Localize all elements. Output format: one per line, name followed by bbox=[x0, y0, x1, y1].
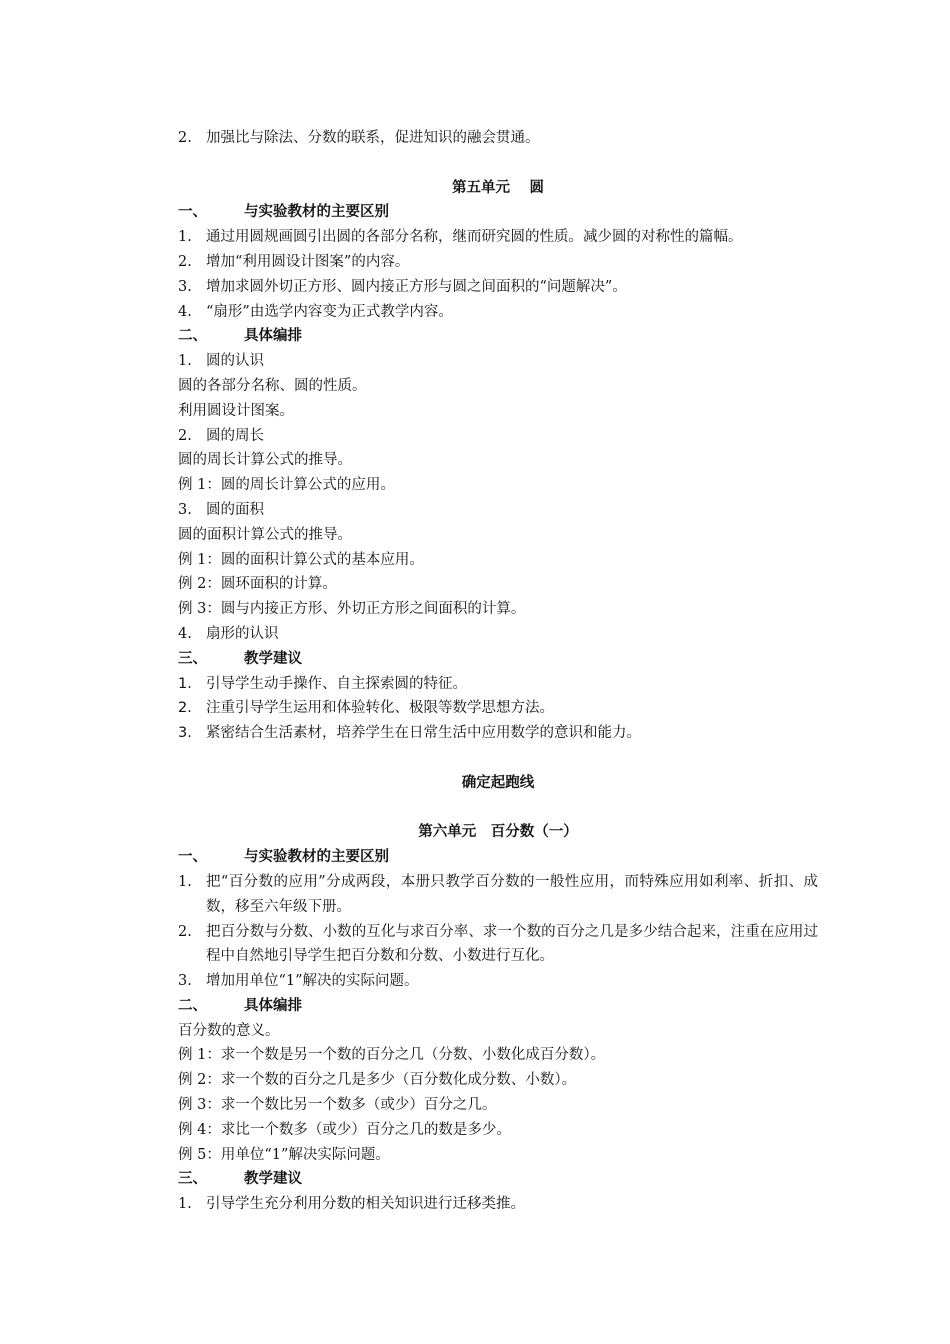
list-item bbox=[178, 870, 818, 920]
document-page bbox=[178, 126, 818, 1217]
item-text: 加强比与除法、分数的联系，促进知识的融会贯通。 bbox=[206, 130, 540, 146]
item-text: 注重引导学生运用和体验转化、极限等数学思想方法。 bbox=[206, 700, 554, 717]
item-text: 引导学生充分利用分数的相关知识进行迁移类推。 bbox=[206, 1196, 525, 1213]
section-number: 二、 bbox=[178, 997, 207, 1014]
section-number: 一、 bbox=[178, 849, 207, 866]
list-item bbox=[178, 275, 818, 300]
text-line: 例 4：求比一个数多（或少）百分之几的数是多少。 bbox=[178, 1121, 511, 1138]
text-line: 利用圆设计图案。 bbox=[178, 402, 294, 419]
item-text: 增加“利用圆设计图案”的内容。 bbox=[206, 253, 410, 270]
item-text: 把百分数与分数、小数的互化与求百分率、求一个数的百分之几是多少结合起来，注重在应用过程中自然地引导学生把百分数和分数、小数进行互化。 bbox=[206, 923, 818, 965]
section-number: 二、 bbox=[178, 328, 207, 345]
section-title: 与实验教材的主要区别 bbox=[244, 849, 389, 866]
section-title: 具体编排 bbox=[244, 997, 302, 1014]
item-text: 引导学生动手操作、自主探索圆的特征。 bbox=[206, 675, 467, 692]
item-number: 4. bbox=[178, 303, 192, 320]
item-text: 紧密结合生活素材，培养学生在日常生活中应用数学的意识和能力。 bbox=[206, 725, 641, 742]
text-line: 圆的各部分名称、圆的性质。 bbox=[178, 377, 367, 394]
text-line: 例 1：求一个数是另一个数的百分之几（分数、小数化成百分数）。 bbox=[178, 1047, 606, 1064]
list-item bbox=[178, 672, 818, 697]
item-number: 1. bbox=[178, 675, 192, 692]
list-item bbox=[178, 721, 818, 746]
section-title: 与实验教材的主要区别 bbox=[244, 204, 389, 221]
text-line: 百分数的意义。 bbox=[178, 1022, 280, 1039]
section-number: 三、 bbox=[178, 650, 207, 667]
list-item bbox=[178, 225, 818, 250]
text-line: 例 2：圆环面积的计算。 bbox=[178, 576, 337, 593]
item-number: 2. bbox=[178, 130, 192, 146]
list-item bbox=[178, 498, 818, 523]
item-text: 扇形的认识 bbox=[206, 625, 279, 642]
list-item bbox=[178, 349, 818, 374]
list-item bbox=[178, 969, 818, 994]
item-text: 圆的面积 bbox=[206, 501, 264, 518]
item-text: 圆的周长 bbox=[206, 427, 264, 444]
section-heading bbox=[178, 324, 818, 349]
item-number: 2. bbox=[178, 923, 192, 940]
text-line: 圆的周长计算公式的推导。 bbox=[178, 452, 352, 469]
item-text: 通过用圆规画圆引出圆的各部分名称，继而研究圆的性质。减少圆的对称性的篇幅。 bbox=[206, 229, 743, 246]
text-line: 例 1：圆的面积计算公式的基本应用。 bbox=[178, 551, 424, 568]
text-line: 圆的面积计算公式的推导。 bbox=[178, 526, 352, 543]
item-number: 2. bbox=[178, 427, 192, 444]
section-title: 教学建议 bbox=[244, 650, 302, 667]
section-title: 教学建议 bbox=[244, 1171, 302, 1188]
section-heading bbox=[178, 994, 818, 1019]
item-text: 增加求圆外切正方形、圆内接正方形与圆之间面积的“问题解决”。 bbox=[206, 278, 627, 295]
section-heading bbox=[178, 845, 818, 870]
item-number: 4. bbox=[178, 625, 192, 642]
list-item bbox=[178, 622, 818, 647]
section-number: 一、 bbox=[178, 204, 207, 221]
item-number: 1. bbox=[178, 873, 192, 890]
item-number: 3. bbox=[178, 501, 192, 518]
text-line: 例 3：圆与内接正方形、外切正方形之间面积的计算。 bbox=[178, 601, 526, 618]
section-number: 三、 bbox=[178, 1171, 207, 1188]
item-number: 3. bbox=[178, 973, 192, 990]
item-number: 1. bbox=[178, 229, 192, 246]
item-number: 1. bbox=[178, 1196, 192, 1213]
text-line: 例 3：求一个数比另一个数多（或少）百分之几。 bbox=[178, 1097, 497, 1114]
list-item bbox=[178, 424, 818, 449]
list-item bbox=[178, 300, 818, 325]
item-text: 圆的认识 bbox=[206, 353, 264, 370]
unit-5-title: 第五单元 圆 bbox=[451, 179, 545, 196]
section-heading bbox=[178, 647, 818, 672]
text-line: 例 5：用单位“1”解决实际问题。 bbox=[178, 1146, 390, 1163]
list-item bbox=[178, 920, 818, 970]
extra-title: 确定起跑线 bbox=[461, 774, 535, 791]
text-line: 例 1：圆的周长计算公式的应用。 bbox=[178, 477, 395, 494]
item-number: 3. bbox=[178, 278, 192, 295]
list-item bbox=[178, 696, 818, 721]
item-number: 2. bbox=[178, 700, 192, 717]
text-line: 例 2：求一个数的百分之几是多少（百分数化成分数、小数）。 bbox=[178, 1072, 577, 1089]
section-heading bbox=[178, 1167, 818, 1192]
item-number: 3. bbox=[178, 725, 192, 742]
list-item bbox=[178, 1192, 818, 1217]
list-item bbox=[178, 126, 818, 151]
item-text: 把“百分数的应用”分成两段，本册只教学百分数的一般性应用，而特殊应用如利率、折扣、成数，移至六年级下册。 bbox=[206, 873, 818, 915]
item-number: 1. bbox=[178, 353, 192, 370]
unit-6-title: 第六单元 百分数（一） bbox=[418, 824, 578, 841]
item-text: 增加用单位“1”解决的实际问题。 bbox=[206, 973, 419, 990]
list-item bbox=[178, 250, 818, 275]
item-number: 2. bbox=[178, 253, 192, 270]
section-heading bbox=[178, 200, 818, 225]
item-text: “扇形”由选学内容变为正式教学内容。 bbox=[206, 303, 453, 320]
section-title: 具体编排 bbox=[244, 328, 302, 345]
